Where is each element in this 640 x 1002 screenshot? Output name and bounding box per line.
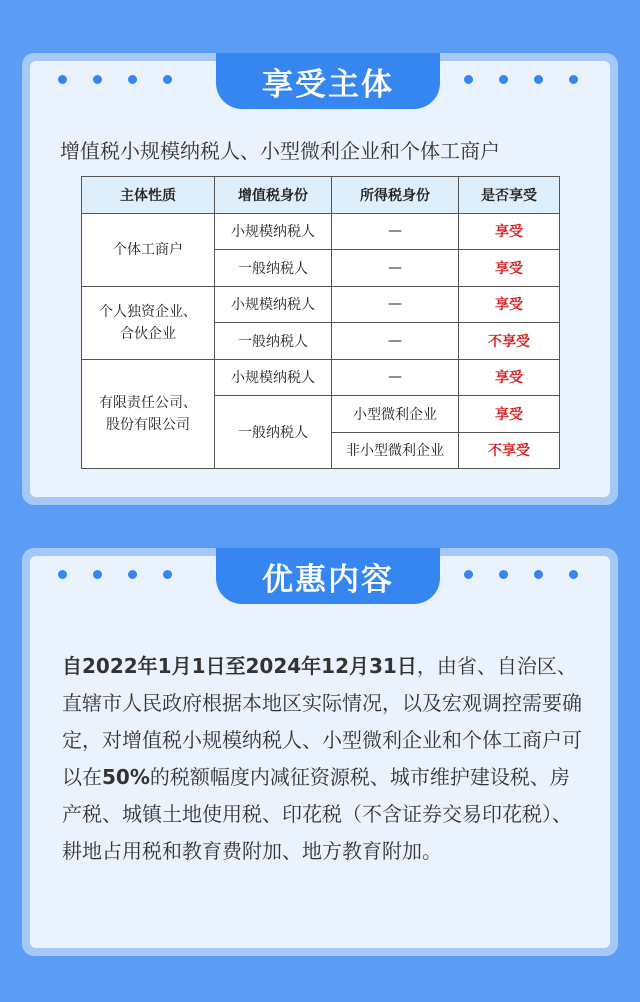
header-vat-status: 增值税身份 — [215, 177, 332, 214]
income-tax-status-cell: — — [332, 359, 459, 396]
entity-nature-line: 合伙企业 — [120, 325, 176, 342]
policy-period: 自2022年1月1日至2024年12月31日 — [62, 654, 417, 678]
income-tax-status-cell: 小型微利企业 — [332, 396, 459, 433]
table-row — [82, 359, 560, 396]
entity-nature-cell — [82, 359, 215, 469]
eligible-cell: 享受 — [459, 213, 560, 250]
table-row — [82, 213, 560, 250]
policy-description — [62, 648, 582, 870]
vat-status-cell: 一般纳税人 — [215, 396, 332, 469]
preferential-content-panel — [30, 556, 610, 948]
income-tax-status-cell: — — [332, 250, 459, 287]
eligible-cell: 享受 — [459, 359, 560, 396]
eligible-cell: 不享受 — [459, 432, 560, 469]
policy-text-part1: ，由省、自治区、直辖市人民政府根据本地区实际情况，以及宏观调控需要确定，对增值税小规模纳税人、小型微利企业和个体工商户可以在 — [62, 654, 582, 789]
vat-status-cell: 一般纳税人 — [215, 323, 332, 360]
entity-nature-cell — [82, 213, 215, 286]
entity-nature-line: 个人独资企业、 — [99, 303, 197, 320]
vat-status-cell: 一般纳税人 — [215, 250, 332, 287]
section-title-eligible-subjects: 享受主体 — [216, 53, 440, 109]
entity-nature-line: 有限责任公司、 — [99, 394, 197, 411]
table-row — [82, 286, 560, 323]
income-tax-status-cell: — — [332, 213, 459, 250]
header-entity-nature: 主体性质 — [82, 177, 215, 214]
income-tax-status-cell: 非小型微利企业 — [332, 432, 459, 469]
decorative-dots-left — [58, 75, 172, 84]
header-eligible: 是否享受 — [459, 177, 560, 214]
eligible-subjects-card — [22, 53, 618, 505]
income-tax-status-cell: — — [332, 286, 459, 323]
decorative-dots-left — [58, 570, 172, 579]
table-header-row — [82, 177, 560, 214]
reduction-rate: 50% — [102, 765, 150, 789]
eligible-subjects-summary: 增值税小规模纳税人、小型微利企业和个体工商户 — [60, 139, 500, 163]
entity-nature-cell — [82, 286, 215, 359]
eligible-cell: 不享受 — [459, 323, 560, 360]
decorative-dots-right — [464, 570, 578, 579]
eligible-cell: 享受 — [459, 286, 560, 323]
policy-text-part2: 的税额幅度内减征资源税、城市维护建设税、房产税、城镇土地使用税、印花税（不含证券交易印花税）、耕地占用税和教育费附加、地方教育附加。 — [62, 765, 572, 863]
eligible-cell: 享受 — [459, 396, 560, 433]
eligible-subjects-panel — [30, 61, 610, 497]
header-income-tax-status: 所得税身份 — [332, 177, 459, 214]
vat-status-cell: 小规模纳税人 — [215, 286, 332, 323]
preferential-content-card — [22, 548, 618, 956]
section-title-preferential-content: 优惠内容 — [216, 548, 440, 604]
vat-status-cell: 小规模纳税人 — [215, 359, 332, 396]
decorative-dots-right — [464, 75, 578, 84]
entity-nature-line: 股份有限公司 — [106, 416, 190, 433]
eligible-cell: 享受 — [459, 250, 560, 287]
income-tax-status-cell: — — [332, 323, 459, 360]
vat-status-cell: 小规模纳税人 — [215, 213, 332, 250]
entity-nature-line: 个体工商户 — [113, 241, 183, 258]
eligibility-table — [81, 176, 560, 469]
